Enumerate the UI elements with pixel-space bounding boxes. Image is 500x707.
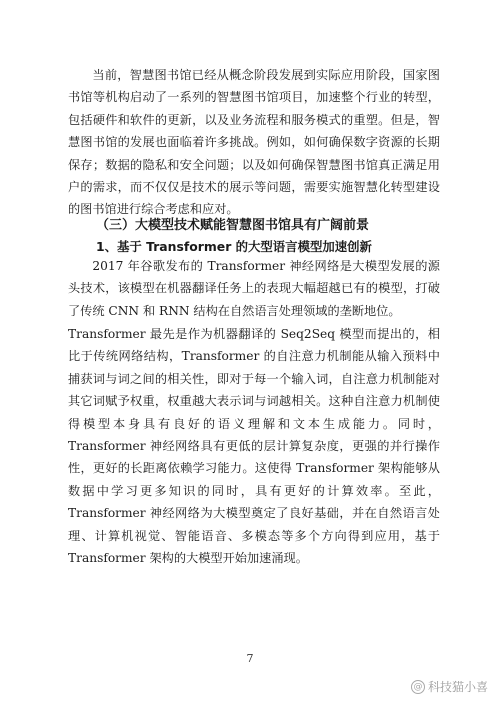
paragraph-transformer-origin: 2017 年谷歌发布的 Transformer 神经网络是大模型发展的源头技术，该模型在机器翻译任务上的表现大幅超越已有的模型，打破了传统 CNN 和 RNN 结构在自然语言处理领域的垄断地位。	[68, 259, 440, 318]
subsection-heading: 1、基于 Transformer 的大型语言模型加速创新	[96, 239, 372, 254]
watermark-text: 科技猫小喜	[427, 680, 488, 694]
page-number: 7	[246, 652, 254, 665]
watermark	[411, 678, 488, 695]
section-heading: （三）大模型技术赋能智慧图书馆具有广阔前景	[96, 218, 370, 233]
paragraph-transformer-mechanism: Transformer 最先是作为机器翻译的 Seq2Seq 模型而提出的，相比于传统网络结构，Transformer 的自注意力机制能从输入预料中捕获词与词之间的相关性，即对于每一个输入词，自注意力机制能对其它词赋予权重，权重越大表示词与词越相关。这种自注意力机制使得模型本身具有良好的语义理解和文本生成能力。同时，Transformer 神经网络具有更低的层计算复杂度，更强的并行操作性，更好的长距离依赖学习能力。这使得 Transformer 架构能够从数据中学习更多知识的同时，具有更好的计算效率。至此，Transformer 神经网络为大模型奠定了良好基础，并在自然语言处理、计算机视觉、智能语音、多模态等多个方向得到应用，基于 Transformer 架构的大模型开始加速涌现。	[68, 327, 440, 566]
at-sign-icon: @	[411, 680, 425, 694]
paragraph-smart-library-status: 当前，智慧图书馆已经从概念阶段发展到实际应用阶段，国家图书馆等机构启动了一系列的智慧图书馆项目，加速整个行业的转型，包括硬件和软件的更新，以及业务流程和服务模式的重塑。但是，智慧图书馆的发展也面临着许多挑战。例如，如何确保数字资源的长期保存；数据的隐私和安全问题；以及如何确保智慧图书馆真正满足用户的需求，而不仅仅是技术的展示等问题，需要实施智慧化转型建设的图书馆进行综合考虑和应对。	[68, 68, 440, 217]
